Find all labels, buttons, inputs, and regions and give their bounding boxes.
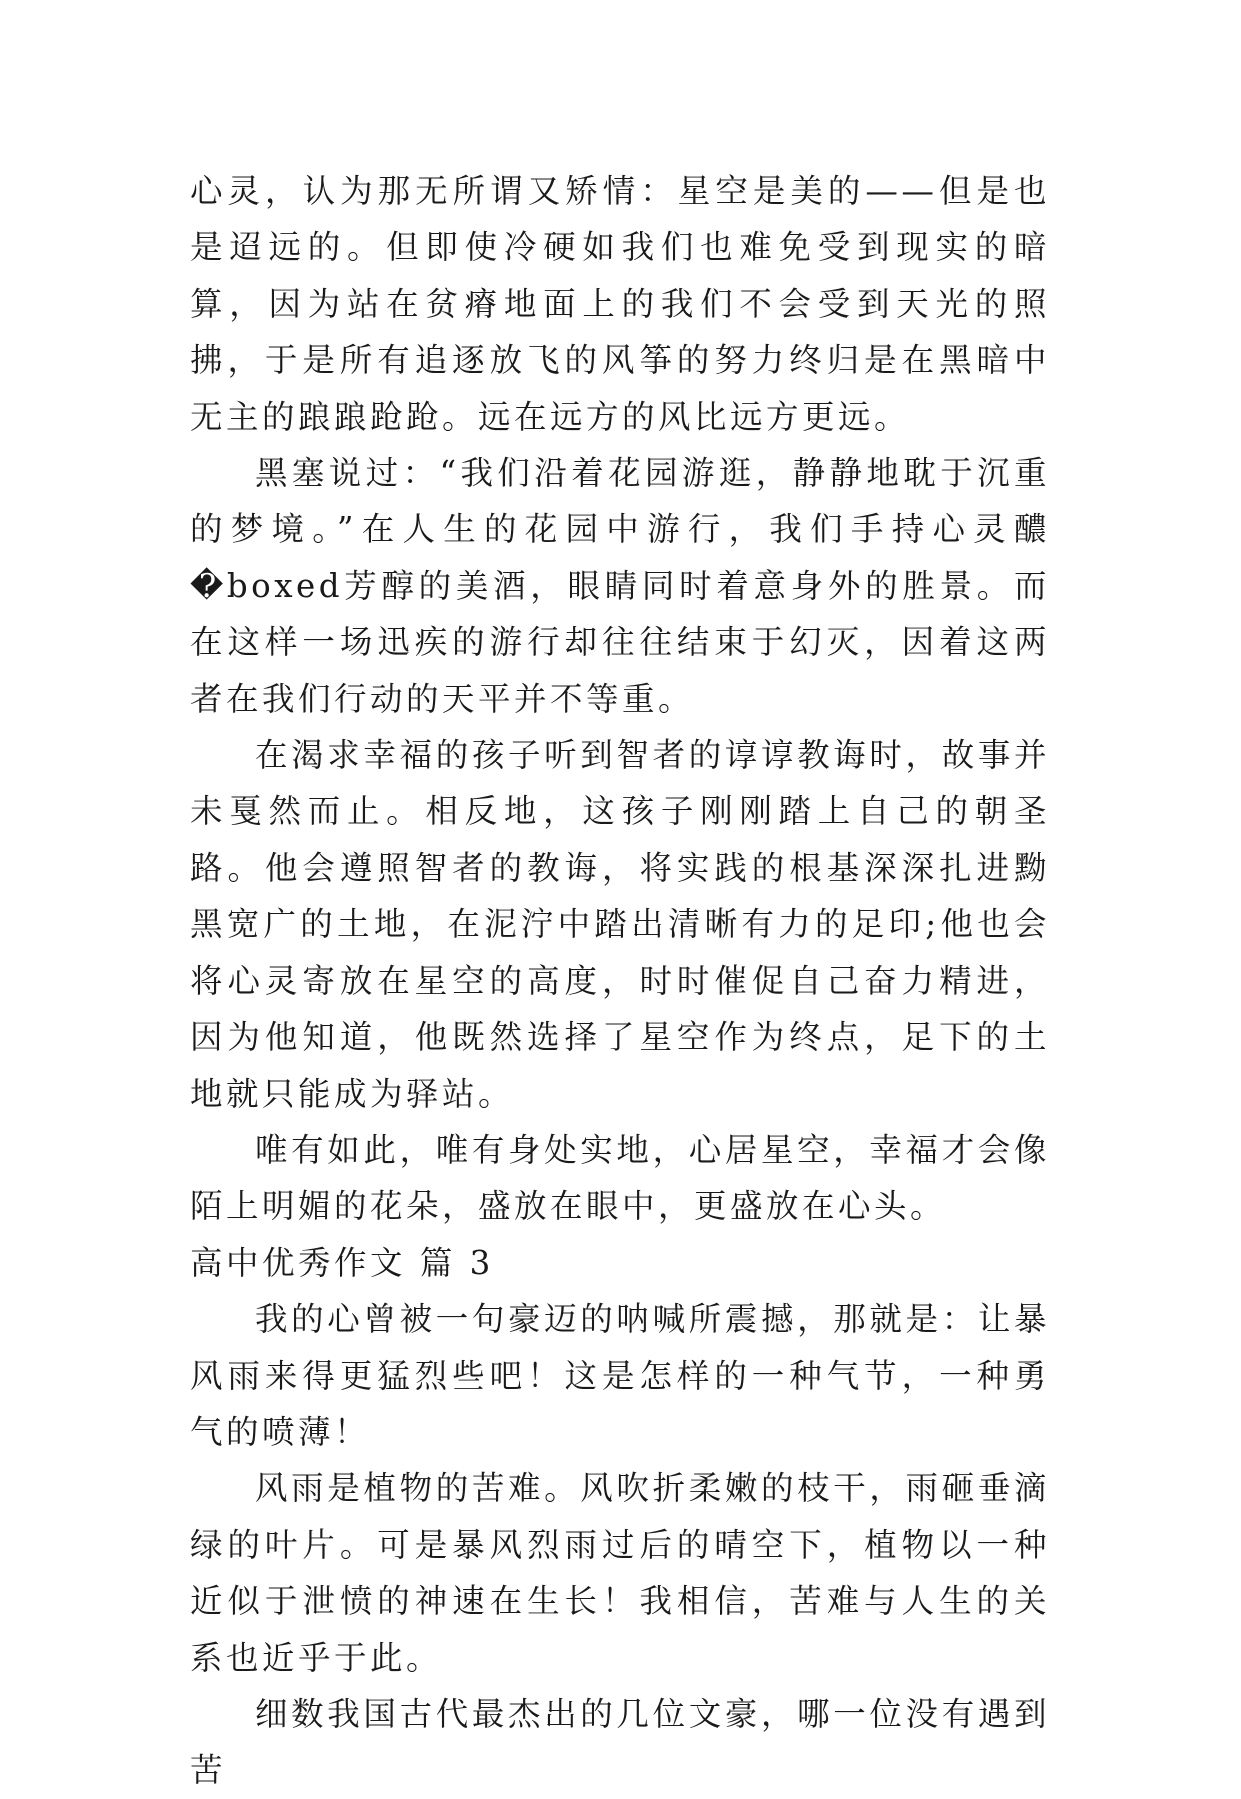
- paragraph-2: 黑塞说过：“我们沿着花园游逛，静静地耽于沉重的梦境。”在人生的花园中游行，我们手持心灵醲�boxed芳醇的美酒，眼睛同时着意身外的胜景。而在这样一场迅疾的游行却往往结束于幻灭，因着这两者在我们行动的天平并不等重。: [190, 454, 1050, 718]
- paragraph-7: 细数我国古代最杰出的几位文豪，哪一位没有遇到苦: [190, 1694, 1050, 1790]
- paragraph-5: 我的心曾被一句豪迈的呐喊所震撼，那就是：让暴风雨来得更猛烈些吧！这是怎样的一种气节，一种勇气的喷薄！: [190, 1300, 1050, 1451]
- section-heading: 高中优秀作文 篇 3: [190, 1243, 494, 1282]
- paragraph-4: 唯有如此，唯有身处实地，心居星空，幸福才会像陌上明媚的花朵，盛放在眼中，更盛放在心头。: [190, 1130, 1050, 1226]
- document-body: [190, 163, 1050, 1799]
- paragraph-1: 心灵，认为那无所谓又矫情：星空是美的——但是也是迢远的。但即使冷硬如我们也难免受到现实的暗算，因为站在贫瘠地面上的我们不会受到天光的照拂，于是所有追逐放飞的风筝的努力终归是在黑暗中无主的踉踉跄跄。远在远方的风比远方更远。: [190, 172, 1050, 436]
- paragraph-3: 在渴求幸福的孩子听到智者的谆谆教诲时，故事并未戛然而止。相反地，这孩子刚刚踏上自己的朝圣路。他会遵照智者的教诲，将实践的根基深深扎进黝黑宽广的土地，在泥泞中踏出清晰有力的足印;他也会将心灵寄放在星空的高度，时时催促自己奋力精进，因为他知道，他既然选择了星空作为终点，足下的土地就只能成为驿站。: [190, 736, 1050, 1113]
- paragraph-6: 风雨是植物的苦难。风吹折柔嫩的枝干，雨砸垂滴绿的叶片。可是暴风烈雨过后的晴空下，植物以一种近似于泄愤的神速在生长！我相信，苦难与人生的关系也近乎于此。: [190, 1469, 1050, 1677]
